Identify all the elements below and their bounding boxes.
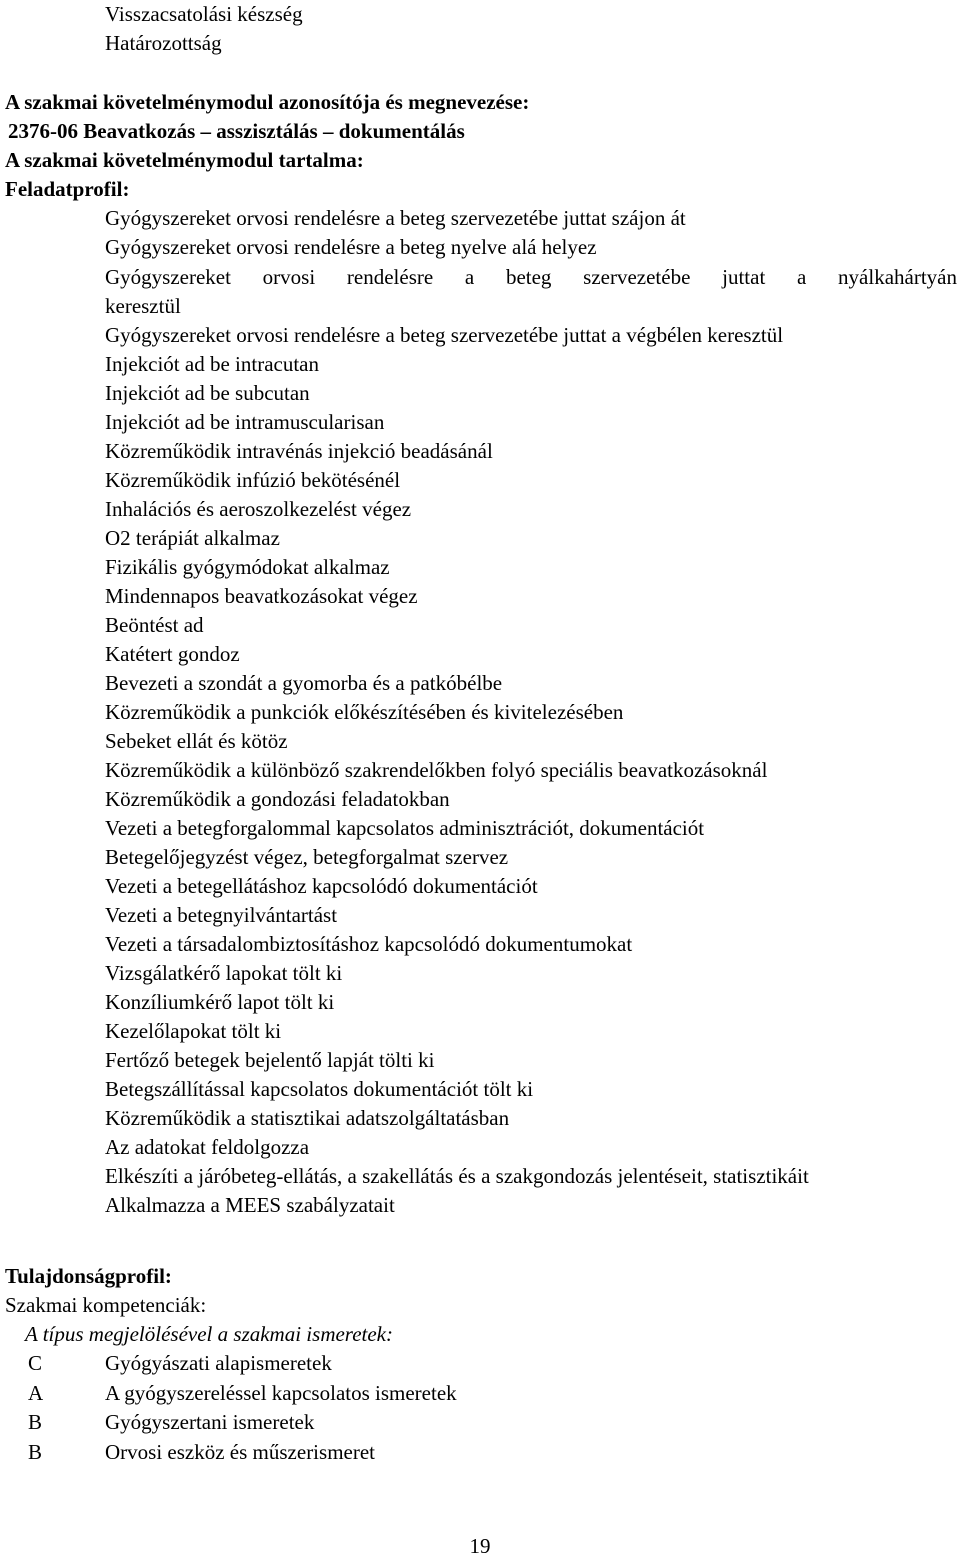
task-item: Közreműködik a gondozási feladatokban	[105, 787, 450, 811]
knowledge-type-code: A	[28, 1380, 44, 1405]
task-item: Kezelőlapokat tölt ki	[105, 1019, 282, 1043]
knowledge-type-code: C	[28, 1351, 43, 1375]
task-item: Injekciót ad be subcutan	[105, 381, 310, 405]
knowledge-item	[28, 1379, 457, 1409]
task-item: Injekciót ad be intracutan	[105, 352, 319, 376]
knowledge-item	[28, 1408, 457, 1438]
task-item: Katétert gondoz	[105, 642, 240, 666]
task-item: Beöntést ad	[105, 613, 204, 637]
task-item: Injekciót ad be intramuscularisan	[105, 410, 385, 434]
task-item: O2 terápiát alkalmaz	[105, 526, 280, 550]
task-item: Gyógyszereket orvosi rendelésre a beteg szervezetébe juttat szájon át	[105, 206, 686, 230]
knowledge-type-label: A típus megjelölésével a szakmai ismeretek:	[25, 1322, 393, 1346]
knowledge-item	[28, 1438, 457, 1468]
page-number: 19	[469, 1534, 491, 1558]
task-item: Vezeti a betegnyilvántartást	[105, 903, 338, 927]
task-item: Betegszállítással kapcsolatos dokumentációt tölt ki	[105, 1077, 534, 1101]
task-item: Alkalmazza a MEES szabályzatait	[105, 1193, 395, 1217]
top-line-2: Határozottság	[105, 31, 222, 55]
task-item: Vezeti a társadalombiztosításhoz kapcsolódó dokumentumokat	[105, 932, 633, 956]
module-id-heading: A szakmai követelménymodul azonosítója és megnevezése:	[5, 90, 530, 114]
task-list	[105, 321, 809, 1220]
task-item: Sebeket ellát és kötöz	[105, 729, 288, 753]
task-item: Fertőző betegek bejelentő lapját tölti ki	[105, 1048, 435, 1072]
knowledge-text: A gyógyszereléssel kapcsolatos ismeretek	[105, 1380, 457, 1405]
task-item: Bevezeti a szondát a gyomorba és a patkóbélbe	[105, 671, 503, 695]
task-item: Közreműködik infúzió bekötésénél	[105, 468, 401, 492]
task-item-wrapped-line2: keresztül	[105, 294, 181, 318]
task-item-wrapped-line1: Gyógyszereket orvosi rendelésre a beteg szervezetébe juttat a nyálkahártyán	[105, 265, 957, 289]
knowledge-item	[28, 1349, 457, 1379]
knowledge-type-code: B	[28, 1439, 43, 1464]
task-item: Elkészíti a járóbeteg-ellátás, a szakellátás és a szakgondozás jelentéseit, statisztikáit	[105, 1164, 809, 1188]
competencies-label: Szakmai kompetenciák:	[5, 1293, 207, 1317]
task-item: Gyógyszereket orvosi rendelésre a beteg szervezetébe juttat a végbélen keresztül	[105, 323, 784, 347]
task-item: Gyógyszereket orvosi rendelésre a beteg nyelve alá helyez	[105, 235, 597, 259]
task-item: Mindennapos beavatkozásokat végez	[105, 584, 418, 608]
task-item: Közreműködik intravénás injekció beadásánál	[105, 439, 493, 463]
task-profile-heading: Feladatprofil:	[5, 177, 130, 201]
task-item: Közreműködik a punkciók előkészítésében és kivitelezésében	[105, 700, 624, 724]
task-item: Betegelőjegyzést végez, betegforgalmat szervez	[105, 845, 509, 869]
task-item: Konzíliumkérő lapot tölt ki	[105, 990, 335, 1014]
task-item: Vezeti a betegellátáshoz kapcsolódó dokumentációt	[105, 874, 538, 898]
knowledge-type-code: B	[28, 1410, 43, 1434]
module-content-heading: A szakmai követelménymodul tartalma:	[5, 148, 364, 172]
task-item: Fizikális gyógymódokat alkalmaz	[105, 555, 390, 579]
task-item: Közreműködik a különböző szakrendelőkben folyó speciális beavatkozásoknál	[105, 758, 768, 782]
knowledge-list	[28, 1349, 457, 1467]
task-item: Közreműködik a statisztikai adatszolgáltatásban	[105, 1106, 510, 1130]
knowledge-text: Gyógyászati alapismeretek	[105, 1351, 332, 1375]
task-item: Vizsgálatkérő lapokat tölt ki	[105, 961, 343, 985]
task-item: Vezeti a betegforgalommal kapcsolatos adminisztrációt, dokumentációt	[105, 816, 705, 840]
knowledge-text: Orvosi eszköz és műszerismeret	[105, 1439, 375, 1464]
module-id: 2376-06 Beavatkozás – asszisztálás – dokumentálás	[8, 119, 465, 143]
task-item: Az adatokat feldolgozza	[105, 1135, 310, 1159]
knowledge-text: Gyógyszertani ismeretek	[105, 1410, 315, 1434]
task-item: Inhalációs és aeroszolkezelést végez	[105, 497, 412, 521]
property-profile-heading: Tulajdonságprofil:	[5, 1264, 172, 1288]
top-line-1: Visszacsatolási készség	[105, 2, 303, 26]
